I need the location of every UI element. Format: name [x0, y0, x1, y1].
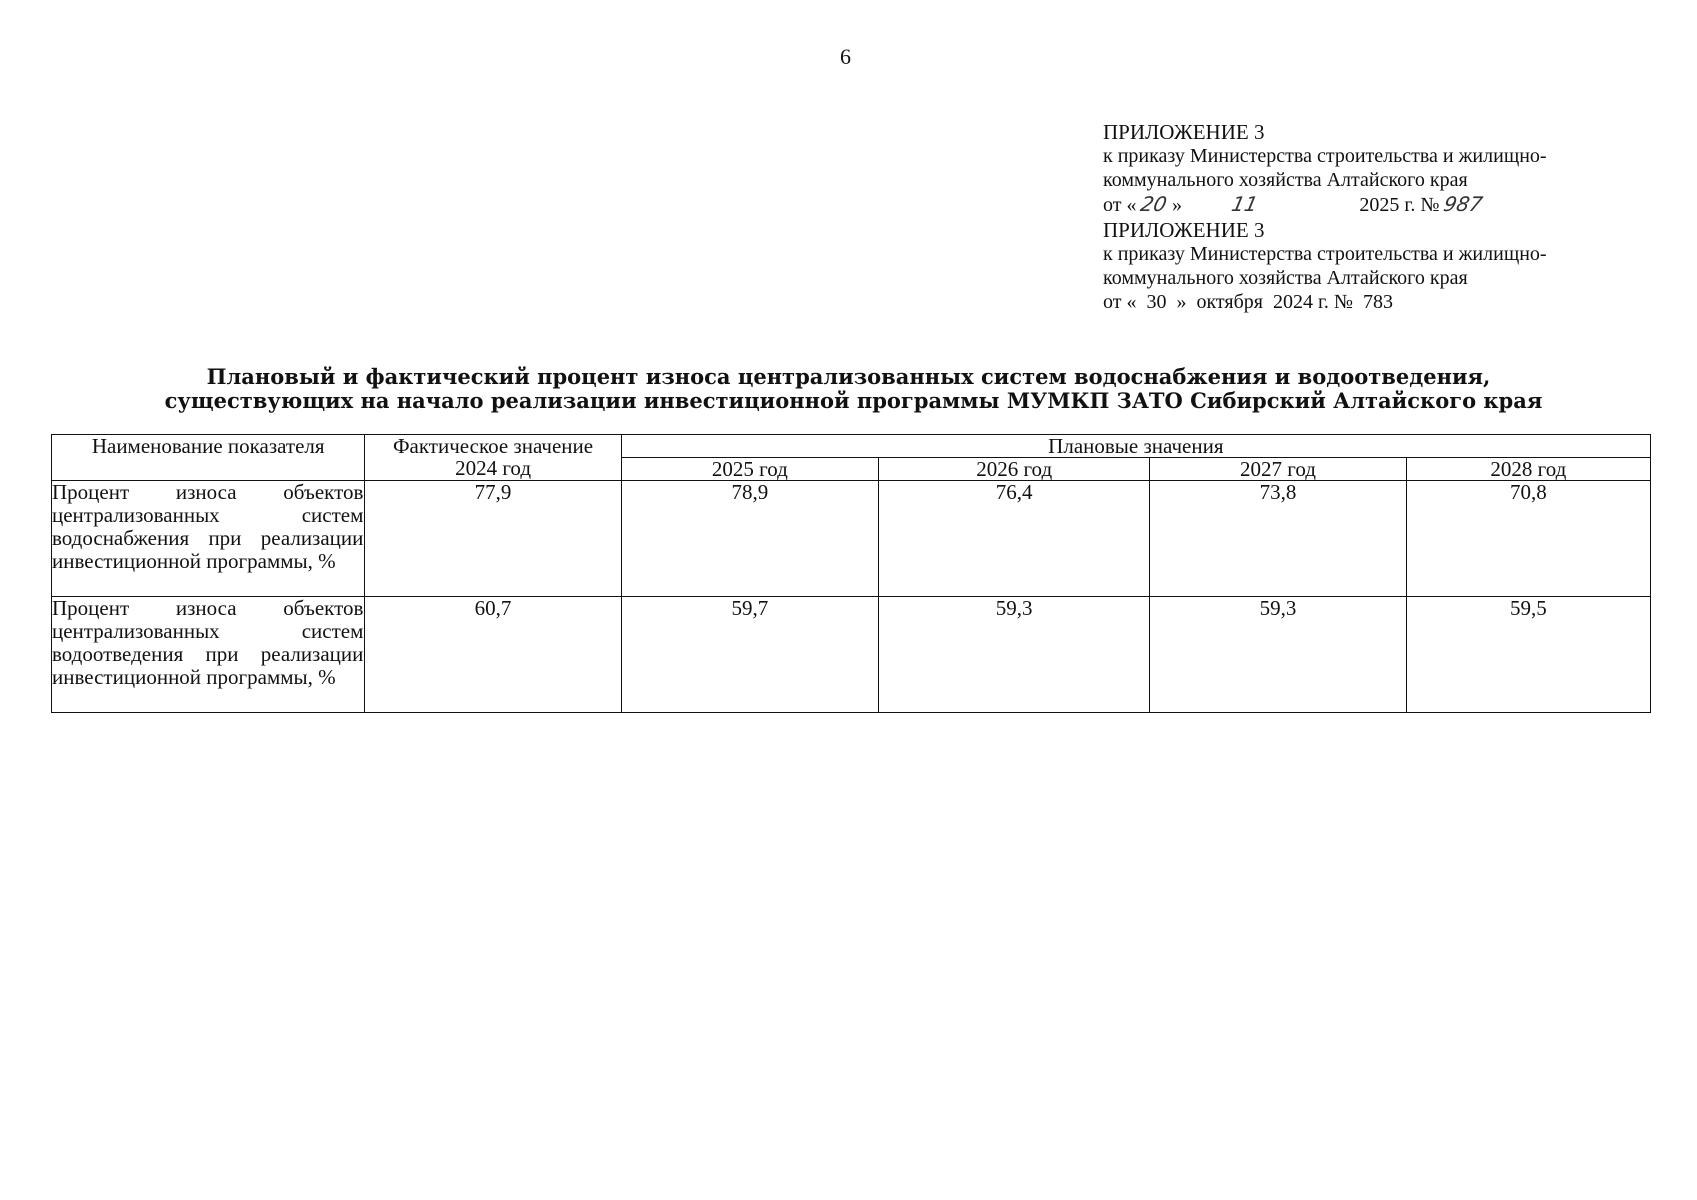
row-plan-2028: 70,8: [1406, 481, 1650, 597]
header-indicator-name: Наименование показателя: [52, 435, 365, 481]
header-year-2028: 2028 год: [1406, 458, 1650, 481]
appendix-order-line-1: к приказу Министерства строительства и жилищно-: [1103, 145, 1547, 167]
document-title: [0, 365, 1697, 413]
table-row: [52, 597, 1651, 713]
appendix-order-line-2: коммунального хозяйства Алтайского края: [1103, 267, 1468, 289]
document-title-line-1: Плановый и фактический процент износа централизованных систем водоснабжения и водоотведения,: [206, 364, 1491, 389]
table-row: [52, 481, 1651, 597]
row-plan-2028: 59,5: [1406, 597, 1650, 713]
handwritten-month: 11: [1229, 192, 1260, 216]
row-indicator-name: Процент износа объектов централизованных систем водоснабжения при реализации инвестиционной программы, %: [52, 481, 365, 597]
appendix-order-line-1: к приказу Министерства строительства и жилищно-: [1103, 243, 1547, 265]
wear-percentage-table: [51, 434, 1651, 713]
row-plan-2027: 73,8: [1150, 481, 1406, 597]
row-indicator-name: Процент износа объектов централизованных систем водоотведения при реализации инвестиционной программы, %: [52, 597, 365, 713]
appendix-date-line: от « 30 » октября 2024 г. № 783: [1103, 291, 1394, 313]
handwritten-day: 20: [1138, 192, 1170, 216]
row-actual-value: 77,9: [365, 481, 621, 597]
header-year-2026: 2026 год: [879, 458, 1150, 481]
row-plan-2025: 78,9: [621, 481, 878, 597]
appendix-heading: ПРИЛОЖЕНИЕ 3: [1103, 120, 1265, 144]
header-year-2027: 2027 год: [1150, 458, 1406, 481]
document-title-line-2: существующих на начало реализации инвестиционной программы МУМКП ЗАТО Сибирский Алтайского края: [164, 388, 1543, 413]
header-actual-value-label: Фактическое значение: [392, 434, 594, 458]
header-actual-value: [365, 435, 621, 481]
appendix-date-line: [1103, 192, 1663, 217]
page-number: 6: [840, 44, 851, 69]
appendix-heading: ПРИЛОЖЕНИЕ 3: [1103, 218, 1265, 242]
date-prefix: от «: [1103, 194, 1137, 216]
appendix-order-line-2: коммунального хозяйства Алтайского края: [1103, 169, 1468, 191]
table-header-row: [52, 435, 1651, 458]
date-quote-close: »: [1171, 194, 1182, 216]
appendix-block-previous: [1103, 218, 1663, 314]
row-plan-2026: 59,3: [879, 597, 1150, 713]
header-year-2025: 2025 год: [621, 458, 878, 481]
appendix-block-current: [1103, 120, 1663, 217]
row-plan-2025: 59,7: [621, 597, 878, 713]
header-actual-value-year: 2024 год: [455, 456, 531, 480]
date-year-number-label: 2025 г. №: [1359, 194, 1440, 216]
header-planned-values: Плановые значения: [621, 435, 1650, 458]
row-plan-2026: 76,4: [879, 481, 1150, 597]
row-actual-value: 60,7: [365, 597, 621, 713]
handwritten-order-number: 987: [1441, 192, 1486, 216]
row-plan-2027: 59,3: [1150, 597, 1406, 713]
